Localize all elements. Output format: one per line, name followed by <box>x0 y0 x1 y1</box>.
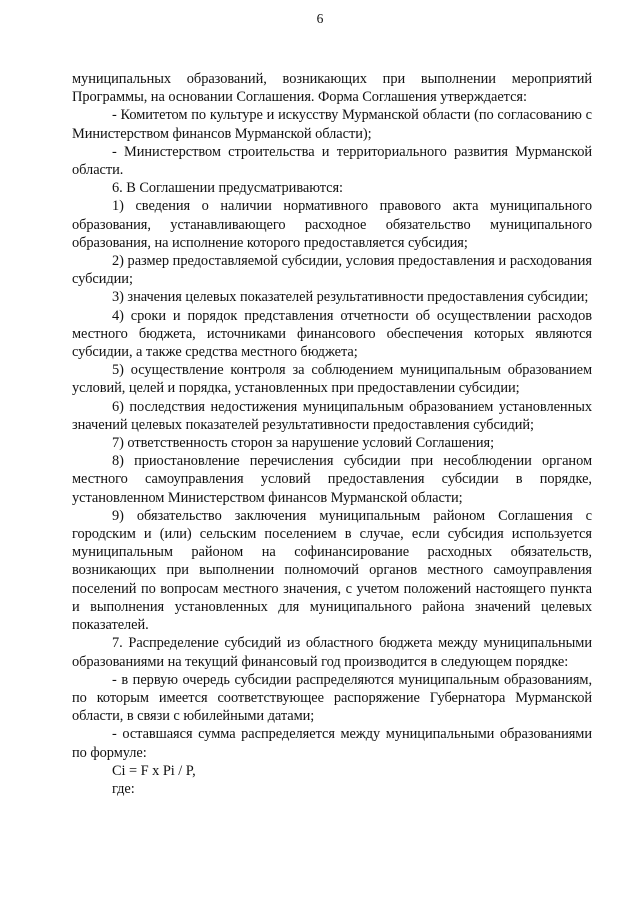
paragraph: 7) ответственность сторон за нарушение условий Соглашения; <box>112 435 495 452</box>
paragraph: - в первую очередь субсидии распределяются муниципальным образованиям, по которым имеется соответствующее распоряжение Губернатора Мурманской области, в связи с юбилейными датами; <box>72 671 592 725</box>
paragraph: 5) осуществление контроля за соблюдением муниципальным образованием условий, целей и порядка, установленных при предоставлении субсидии; <box>72 362 592 397</box>
paragraph: 6. В Соглашении предусматриваются: <box>112 180 343 197</box>
page-number: 6 <box>316 11 324 26</box>
paragraph: 7. Распределение субсидий из областного бюджета между муниципальными образованиями на текущий финансовый год производится в следующем порядке: <box>72 635 592 670</box>
paragraph: 4) сроки и порядок представления отчетности об осуществлении расходов местного бюджета, источниками финансового обеспечения которых являются субсидии, а также средства местного бюджета; <box>72 307 592 361</box>
paragraph: 3) значения целевых показателей результативности предоставления субсидии; <box>112 289 589 306</box>
paragraph: 2) размер предоставляемой субсидии, условия предоставления и расходования субсидии; <box>72 253 592 288</box>
paragraph: где: <box>112 780 135 797</box>
paragraph: муниципальных образований, возникающих при выполнении мероприятий Программы, на основании Соглашения. Форма Соглашения утверждается: <box>72 71 592 106</box>
document-body <box>72 70 592 798</box>
paragraph: - Комитетом по культуре и искусству Мурманской области (по согласованию с Министерством финансов Мурманской области); <box>72 107 592 142</box>
paragraph: 1) сведения о наличии нормативного правового акта муниципального образования, устанавливающего расходное обязательство муниципального образования, на исполнение которого предоставляется субсидия; <box>72 198 592 251</box>
formula: Ci = F x Pi / P, <box>112 762 196 779</box>
paragraph: 6) последствия недостижения муниципальным образованием установленных значений целевых показателей результативности предоставления субсидий; <box>72 398 592 433</box>
paragraph: - оставшаяся сумма распределяется между муниципальными образованиями по формуле: <box>72 726 592 761</box>
paragraph: 8) приостановление перечисления субсидии при несоблюдении органом местного самоуправления условий предоставления субсидии в порядке, установленном Министерством финансов Мурманской области; <box>72 453 592 506</box>
paragraph: 9) обязательство заключения муниципальным районом Соглашения с городским и (или) сельским поселением в случае, если субсидия используется муниципальным районом на софинансирование расходных обязательств, возникающих при выполнении полномочий органов местного самоуправления поселений по вопросам местного значения, с учетом положений настоящего пункта и выполнения установленных для муниципального района значений целевых показателей. <box>72 507 592 634</box>
paragraph: - Министерством строительства и территориального развития Мурманской области. <box>72 143 592 179</box>
